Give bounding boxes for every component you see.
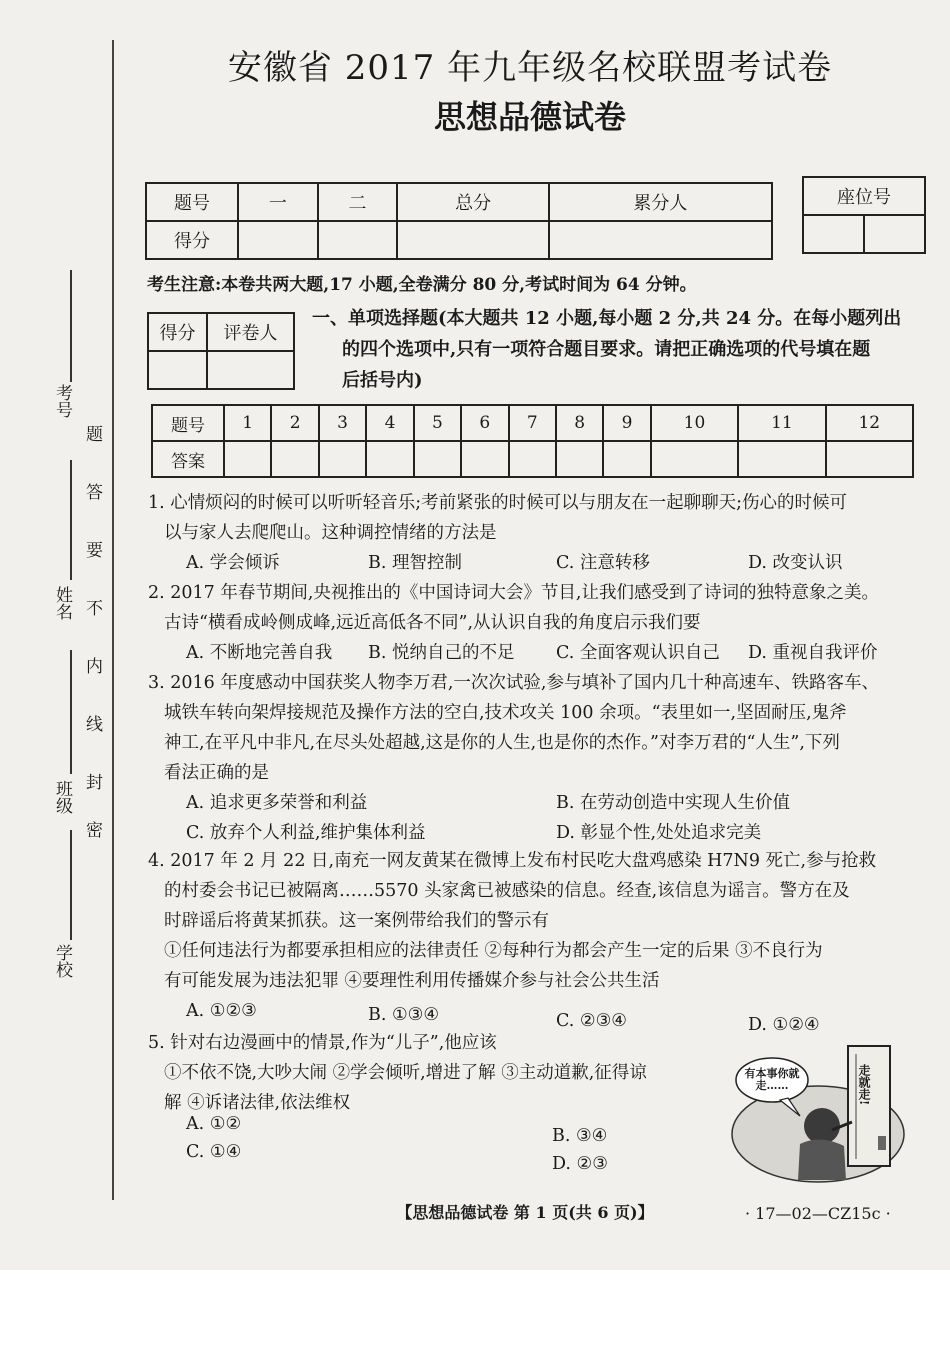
- option-d[interactable]: D. 重视自我评价: [748, 643, 878, 663]
- page-footer: 【思想品德试卷 第 1 页(共 6 页)】: [396, 1203, 654, 1222]
- seal-char: 封: [86, 773, 103, 793]
- option-b[interactable]: B. 悦纳自己的不足: [368, 643, 515, 663]
- answer-cell[interactable]: [826, 441, 913, 477]
- answer-cell[interactable]: [319, 441, 366, 477]
- question-text: 的村委会书记已被隔离……5570 头家禽已被感染的信息。经查,该信息为谣言。警方在及: [164, 881, 850, 901]
- score-row-label: 得分: [146, 221, 238, 259]
- seat-cell[interactable]: [864, 215, 925, 253]
- seal-char: 线: [86, 715, 103, 735]
- class-label: 班级: [52, 780, 72, 814]
- exam-no-label: 考号: [52, 384, 72, 418]
- cartoon-bubble-son: 走就走!: [857, 1064, 871, 1106]
- grader-name-cell[interactable]: [207, 351, 294, 389]
- question-text: 5. 针对右边漫画中的情景,作为“儿子”,他应该: [148, 1033, 497, 1053]
- score-cell[interactable]: [549, 221, 772, 259]
- question-text: 3. 2016 年度感动中国获奖人物李万君,一次次试验,参与填补了国内几十种高速车、铁路客车、: [148, 673, 879, 693]
- option-a[interactable]: A. ①②: [186, 1114, 242, 1134]
- seal-char: 题: [86, 425, 103, 445]
- question-4: [148, 846, 928, 1035]
- score-header-part1: 一: [238, 183, 318, 221]
- answer-qno: 4: [366, 405, 413, 441]
- option-c[interactable]: C. 全面客观认识自己: [556, 643, 720, 663]
- option-b[interactable]: B. ①③④: [368, 1005, 440, 1025]
- answer-qno: 3: [319, 405, 366, 441]
- answer-cell[interactable]: [738, 441, 825, 477]
- answer-cell[interactable]: [366, 441, 413, 477]
- option-row: [148, 788, 928, 818]
- score-header-part2: 二: [318, 183, 398, 221]
- grader-table: [147, 312, 295, 390]
- question-text: 时辟谣后将黄某抓获。这一案例带给我们的警示有: [164, 911, 549, 931]
- seat-label: 座位号: [803, 177, 925, 215]
- question-text: 1. 心情烦闷的时候可以听听轻音乐;考前紧张的时候可以与朋友在一起聊聊天;伤心的时候可: [148, 493, 848, 513]
- answer-qno: 5: [414, 405, 461, 441]
- seat-cell[interactable]: [803, 215, 864, 253]
- question-text: ①不依不饶,大吵大闹 ②学会倾听,增进了解 ③主动道歉,征得谅: [164, 1063, 647, 1083]
- question-text: 以与家人去爬爬山。这种调控情绪的方法是: [164, 523, 497, 543]
- option-c[interactable]: C. 注意转移: [556, 553, 650, 573]
- answer-qno: 11: [738, 405, 825, 441]
- question-text: 4. 2017 年 2 月 22 日,南充一网友黄某在微博上发布村民吃大盘鸡感染 H7N9 死亡,参与抢救: [148, 851, 877, 871]
- answer-cell[interactable]: [603, 441, 650, 477]
- answer-cell[interactable]: [509, 441, 556, 477]
- exam-code: · 17—02—CZ15c ·: [745, 1204, 891, 1223]
- answer-qno: 9: [603, 405, 650, 441]
- answer-qno: 10: [651, 405, 738, 441]
- score-cell[interactable]: [238, 221, 318, 259]
- seat-table: [802, 176, 926, 254]
- answer-row-qno-label: 题号: [152, 405, 224, 441]
- option-row: [148, 548, 928, 578]
- answer-row-label: 答案: [152, 441, 224, 477]
- grader-name-label: 评卷人: [207, 313, 294, 351]
- option-a[interactable]: A. ①②③: [186, 1001, 257, 1021]
- option-row: [148, 996, 928, 1035]
- option-c[interactable]: C. ①④: [186, 1142, 242, 1162]
- section-one-heading: [312, 303, 924, 396]
- answer-qno: 1: [224, 405, 271, 441]
- cartoon-drawing: [728, 1034, 908, 1184]
- cartoon-bubble-parent: 有本事你就走……: [744, 1067, 800, 1092]
- cartoon-illustration: [728, 1034, 908, 1184]
- answer-qno: 8: [556, 405, 603, 441]
- option-b[interactable]: B. 在劳动创造中实现人生价值: [556, 793, 790, 813]
- answer-cell[interactable]: [461, 441, 508, 477]
- score-header-qno: 题号: [146, 183, 238, 221]
- answer-qno: 12: [826, 405, 913, 441]
- exam-title: 安徽省 2017 年九年级名校联盟考试卷: [227, 48, 833, 88]
- question-3: [148, 668, 928, 848]
- question-text: 解 ④诉诸法律,依法维权: [164, 1093, 351, 1113]
- section-heading-line: 一、单项选择题(本大题共 12 小题,每小题 2 分,共 24 分。在每小题列出: [312, 308, 902, 329]
- score-cell[interactable]: [318, 221, 398, 259]
- name-label: 姓名: [52, 586, 72, 620]
- option-d[interactable]: D. ①②④: [748, 1015, 820, 1035]
- option-row: [148, 638, 928, 668]
- seal-char: 答: [86, 483, 103, 503]
- seal-char: 内: [86, 657, 103, 677]
- score-header-tallier: 累分人: [549, 183, 772, 221]
- answer-cell[interactable]: [271, 441, 318, 477]
- answer-qno: 7: [509, 405, 556, 441]
- section-heading-line: 后括号内): [342, 370, 423, 391]
- question-text: 2. 2017 年春节期间,央视推出的《中国诗词大会》节目,让我们感受到了诗词的独特意象之美。: [148, 583, 879, 603]
- score-table: [145, 182, 773, 260]
- answer-cell[interactable]: [414, 441, 461, 477]
- question-text: 看法正确的是: [164, 763, 269, 783]
- option-row: [148, 818, 928, 848]
- answer-cell[interactable]: [224, 441, 271, 477]
- answer-qno: 2: [271, 405, 318, 441]
- option-a[interactable]: A. 追求更多荣誉和利益: [186, 793, 368, 813]
- candidate-notice: 考生注意:本卷共两大题,17 小题,全卷满分 80 分,考试时间为 64 分钟。: [147, 275, 697, 295]
- option-c[interactable]: C. 放弃个人利益,维护集体利益: [186, 823, 426, 843]
- name-line: [70, 460, 72, 580]
- question-5: [148, 1028, 728, 1118]
- question-text: 城铁车转向架焊接规范及操作方法的空白,技术攻关 100 余项。“表里如一,坚固耐压,鬼斧: [164, 703, 847, 723]
- score-cell[interactable]: [397, 221, 548, 259]
- question-2: [148, 578, 928, 668]
- exam-no-line: [70, 270, 72, 382]
- grader-score-label: 得分: [148, 313, 207, 351]
- answer-table: [151, 404, 914, 478]
- class-line: [70, 650, 72, 774]
- seal-char: 密: [86, 821, 103, 841]
- option-a[interactable]: A. 学会倾诉: [186, 553, 280, 573]
- binding-line: [112, 40, 114, 1200]
- school-line: [70, 830, 72, 940]
- seal-char: 要: [86, 541, 103, 561]
- grader-score-cell[interactable]: [148, 351, 207, 389]
- section-heading-line: 的四个选项中,只有一项符合题目要求。请把正确选项的代号填在题: [342, 339, 871, 360]
- question-text: ①任何违法行为都要承担相应的法律责任 ②每种行为都会产生一定的后果 ③不良行为: [164, 941, 823, 961]
- exam-subtitle: 思想品德试卷: [433, 98, 626, 136]
- option-a[interactable]: A. 不断地完善自我: [186, 643, 333, 663]
- question-text: 有可能发展为违法犯罪 ④要理性利用传播媒介参与社会公共生活: [164, 971, 660, 991]
- option-d[interactable]: D. 改变认识: [748, 553, 843, 573]
- answer-cell[interactable]: [651, 441, 738, 477]
- question-text: 神工,在平凡中非凡,在尽头处超越,这是你的人生,也是你的杰作。”对李万君的“人生”,下列: [164, 733, 840, 753]
- answer-qno: 6: [461, 405, 508, 441]
- score-header-total: 总分: [397, 183, 548, 221]
- option-b[interactable]: B. ③④: [552, 1126, 608, 1146]
- question-text: 古诗“横看成岭侧成峰,远近高低各不同”,从认识自我的角度启示我们要: [164, 613, 701, 633]
- option-c[interactable]: C. ②③④: [556, 1011, 627, 1031]
- option-d[interactable]: D. 彰显个性,处处追求完美: [556, 823, 762, 843]
- question-1: [148, 488, 928, 578]
- answer-cell[interactable]: [556, 441, 603, 477]
- seal-char: 不: [86, 599, 103, 619]
- option-d[interactable]: D. ②③: [552, 1154, 608, 1174]
- option-b[interactable]: B. 理智控制: [368, 553, 462, 573]
- school-label: 学校: [52, 944, 72, 978]
